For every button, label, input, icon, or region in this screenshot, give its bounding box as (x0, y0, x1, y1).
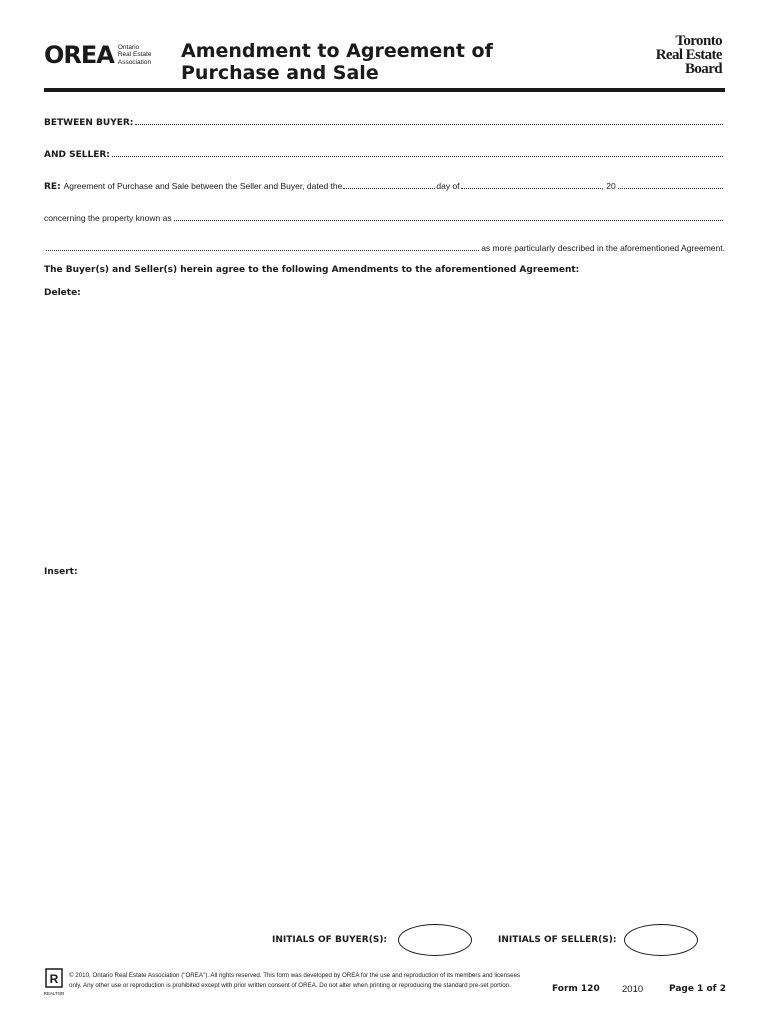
initials-buyer-oval[interactable] (398, 924, 472, 956)
between-buyer-row (44, 115, 725, 129)
dated-day-field[interactable] (343, 179, 435, 189)
treb-logo (612, 34, 722, 76)
form-title-line-1: Amendment to Agreement of (181, 40, 493, 62)
initials-seller-oval[interactable] (624, 924, 698, 956)
insert-label: Insert: (44, 567, 78, 577)
header-rule (44, 88, 725, 92)
between-buyer-field[interactable] (135, 115, 723, 125)
copyright-line-2: only. Any other use or reproduction is prohibited except with prior written consent of OREA. Do not alter when printing or reproducing the standard pre-set portion. (69, 982, 511, 989)
as-more-text: as more particularly described in the aforementioned Agreement. (481, 243, 725, 253)
orea-sub-line-1: Ontario (117, 43, 140, 51)
svg-text:R: R (49, 972, 59, 986)
form-title (181, 40, 493, 84)
initials-seller-label: INITIALS OF SELLER(S): (498, 935, 617, 945)
and-seller-row (44, 147, 725, 161)
and-seller-label: AND SELLER: (44, 150, 110, 160)
dated-year-field[interactable] (618, 179, 723, 189)
page-number: Page 1 of 2 (669, 984, 726, 994)
property-field-continued[interactable] (46, 241, 479, 251)
concerning-text: concerning the property known as (44, 213, 172, 223)
dated-month-field[interactable] (461, 179, 601, 189)
orea-logo (44, 42, 151, 68)
form-number: Form 120 (552, 984, 600, 994)
year-prefix-text: , 20 (601, 181, 616, 191)
copyright-line-1: © 2010, Ontario Real Estate Association ("OREA"). All rights reserved. This form was developed by OREA for the use and reproduction of its members and licensees (69, 972, 521, 979)
concerning-row (44, 211, 725, 224)
agreement-statement: The Buyer(s) and Seller(s) herein agree to the following Amendments to the aforementioned Agreement: (44, 265, 580, 275)
orea-sub-line-3: Association (117, 58, 152, 66)
re-text: Agreement of Purchase and Sale between the Seller and Buyer, dated the (63, 181, 343, 191)
orea-wordmark: OREA (44, 41, 114, 69)
orea-sub-line-2: Real Estate (117, 51, 152, 59)
orea-subtitle (118, 44, 152, 67)
form-year: 2010 (622, 984, 644, 995)
day-of-text: day of (436, 181, 460, 191)
svg-text:REALTOR: REALTOR (44, 991, 64, 996)
treb-line-3: Board (684, 61, 722, 77)
re-row (44, 179, 725, 193)
property-continued-row (44, 241, 725, 254)
and-seller-field[interactable] (112, 147, 723, 157)
delete-label: Delete: (44, 288, 81, 298)
treb-line-1: Toronto (675, 33, 722, 49)
between-buyer-label: BETWEEN BUYER: (44, 118, 134, 128)
re-label: RE: (44, 182, 61, 192)
treb-line-2: Real Estate (655, 47, 722, 63)
realtor-logo (44, 968, 64, 998)
initials-buyer-label: INITIALS OF BUYER(S): (272, 935, 388, 945)
copyright-notice (69, 971, 554, 991)
delete-area[interactable] (44, 302, 725, 557)
property-field[interactable] (174, 211, 723, 221)
realtor-r-icon (44, 968, 64, 998)
insert-area[interactable] (44, 581, 725, 911)
form-title-line-2: Purchase and Sale (181, 62, 379, 84)
